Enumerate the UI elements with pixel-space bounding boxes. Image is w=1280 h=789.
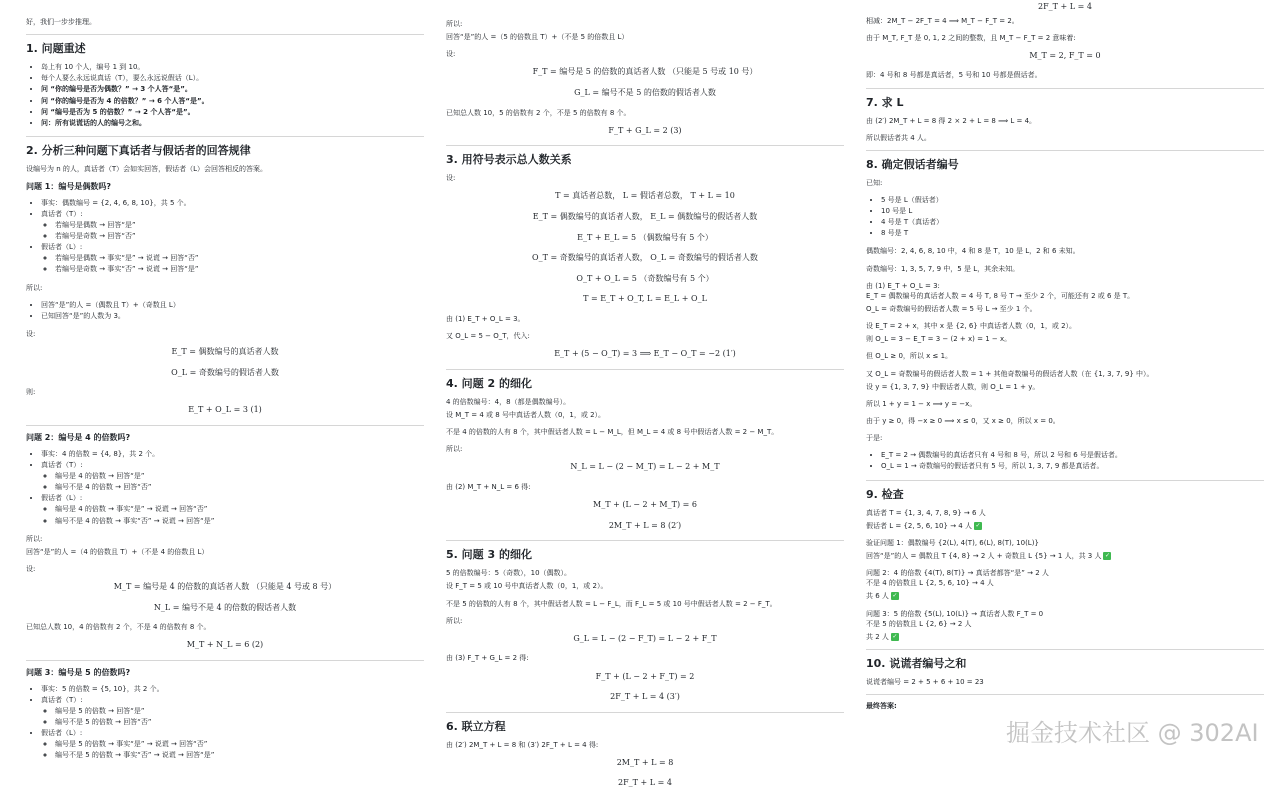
column-3: [866, 0, 1264, 768]
paragraph: 不是 5 的倍数且 L {2, 6} → 2 人: [866, 619, 972, 628]
section-5-title: 5. 问题 3 的细化: [446, 548, 532, 562]
list-label: 真话者（T）:: [41, 209, 83, 218]
equation: O_T = 奇数编号的真话者人数， O_L = 奇数编号的假话者人数: [532, 253, 758, 263]
list-item: ◦ 编号是 5 的倍数 → 事实“是” → 说谎 → 回答“否”: [55, 739, 424, 749]
paragraph: 说谎者编号 = 2 + 5 + 6 + 10 = 23: [866, 677, 984, 686]
divider: [866, 88, 1264, 89]
paragraph: 又 O_L = 5 − O_T，代入:: [446, 332, 530, 341]
watermark: 掘金技术社区 @ 302AI: [1006, 719, 1259, 747]
paragraph: 已知总人数 10，5 的倍数有 2 个，不是 5 的倍数有 8 个。: [446, 108, 631, 117]
list-item: • 每个人要么永远说真话（T），要么永远说假话（L）。: [41, 73, 424, 83]
list-item: ◦ 编号是 4 的倍数 → 回答“是”: [55, 471, 424, 481]
list-label: 真话者（T）:: [41, 695, 83, 704]
divider: [866, 694, 1264, 695]
problem-list: [26, 62, 424, 128]
list-item: • 5 号是 L（假话者）: [881, 195, 1264, 205]
list-item: ◦ 若编号是奇数 → 回答“否”: [55, 231, 424, 241]
paragraph: 由于 M_T, F_T 是 0, 1, 2 之间的整数，且 M_T − F_T = 2 意味着:: [866, 33, 1076, 42]
list-item: ◦ 编号不是 5 的倍数 → 回答“否”: [55, 717, 424, 727]
equation: 2M_T + L = 8 (2′): [608, 520, 682, 530]
paragraph: 所以:: [446, 616, 463, 625]
paragraph: 所以假话者共 4 人。: [866, 133, 931, 142]
equation: N_L = 编号不是 4 的倍数的假话者人数: [153, 602, 297, 612]
equation: 2M_T + L = 8: [616, 757, 674, 767]
paragraph: [866, 551, 1264, 561]
section-3-title: 3. 用符号表示总人数关系: [446, 153, 572, 167]
paragraph: 由 (1) E_T + O_L = 3。: [446, 314, 525, 323]
list-item: • O_L = 1 → 奇数编号的假话者只有 5 号，所以 1, 3, 7, 9 都是真话者。: [881, 461, 1264, 471]
equation: E_T + O_L = 3 (1): [188, 405, 262, 415]
list-item: • 事实：5 的倍数 = {5, 10}，共 2 个。: [41, 684, 424, 694]
paragraph: 问题 2：4 的倍数 {4(T), 8(T)} → 真话者都答“是” → 2 人: [866, 569, 1049, 578]
paragraph: 所以:: [26, 534, 43, 543]
list-item: [41, 493, 424, 525]
check-text: 共 6 人: [866, 592, 889, 601]
equation: O_T + O_L = 5 （奇数编号有 5 个）: [576, 273, 714, 283]
question-1-title: 问题 1：编号是偶数吗?: [26, 182, 111, 191]
question-3-title: 问题 3：编号是 5 的倍数吗?: [26, 667, 131, 677]
list-item: • 问 “编号是否为 5 的倍数？” → 2 个人答“是”。: [41, 107, 424, 117]
list-item: • 事实：偶数编号 = {2, 4, 6, 8, 10}，共 5 个。: [41, 198, 424, 208]
list-label: 假话者（L）:: [41, 243, 83, 252]
paragraph: 已知总人数 10，4 的倍数有 2 个，不是 4 的倍数有 8 个。: [26, 623, 211, 632]
equation: N_L = L − (2 − M_T) = L − 2 + M_T: [570, 462, 720, 472]
section-2-title: 2. 分析三种问题下真话者与假话者的回答规律: [26, 143, 251, 157]
q2-list: [26, 449, 424, 526]
paragraph: 4 的倍数编号：4，8（都是偶数编号）。: [446, 397, 571, 406]
list-item: ◦ 编号不是 5 的倍数 → 事实“否” → 说谎 → 回答“是”: [55, 750, 424, 760]
list-item: • E_T = 2 → 偶数编号的真话者只有 4 号和 8 号，所以 2 号和 6 号是假话者。: [881, 450, 1264, 460]
paragraph: 偶数编号：2, 4, 6, 8, 10 中，4 和 8 是 T，10 是 L，2 和 6 未知。: [866, 247, 1080, 256]
equation: G_L = 编号不是 5 的倍数的假话者人数: [574, 88, 716, 98]
paragraph: 不是 4 的倍数且 L {2, 5, 6, 10} → 4 人: [866, 579, 994, 588]
equation: 2F_T + L = 4: [1038, 2, 1092, 11]
intro-text: 好，我们一步步推理。: [26, 18, 96, 26]
paragraph: 设:: [446, 174, 456, 183]
paragraph: O_L = 奇数编号的假话者人数 = 5 号 L → 至少 1 个。: [866, 305, 1037, 314]
list-item: ◦ 编号是 5 的倍数 → 回答“是”: [55, 706, 424, 716]
equation: M_T + (L − 2 + M_T) = 6: [593, 500, 697, 510]
paragraph: 5 的倍数编号：5（奇数），10（偶数）。: [446, 569, 572, 578]
q1-list: [26, 198, 424, 275]
column-2: [446, 0, 844, 788]
paragraph: [866, 632, 1264, 642]
list-item: • 岛上有 10 个人，编号 1 到 10。: [41, 62, 424, 72]
list-item: ◦ 编号是 4 的倍数 → 事实“是” → 说谎 → 回答“否”: [55, 504, 424, 514]
paragraph: 由于 y ≥ 0，得 −x ≥ 0 ⟹ x ≤ 0，又 x ≥ 0，所以 x = 0。: [866, 417, 1060, 426]
section-8-title: 8. 确定假话者编号: [866, 157, 959, 171]
paragraph: 设:: [26, 564, 36, 573]
list-label: 假话者（L）:: [41, 729, 83, 738]
paragraph: 回答“是”的人 =（4 的倍数且 T）+（不是 4 的倍数且 L）: [26, 547, 209, 556]
list-label: 真话者（T）:: [41, 460, 83, 469]
equation: F_T + (L − 2 + F_T) = 2: [595, 671, 695, 681]
list-item: • 10 号是 L: [881, 206, 1264, 216]
paragraph: 所以:: [446, 445, 463, 454]
section-1-title: 1. 问题重述: [26, 42, 86, 56]
list-item: [41, 695, 424, 727]
list-item: [41, 242, 424, 274]
equation: G_L = L − (2 − F_T) = L − 2 + F_T: [573, 633, 717, 643]
divider: [446, 145, 844, 146]
equation: E_T = 偶数编号的真话者人数: [171, 347, 279, 357]
section-6-title: 6. 联立方程: [446, 719, 506, 733]
divider: [866, 649, 1264, 650]
list-item: ◦ 若编号是偶数 → 事实“是” → 说谎 → 回答“否”: [55, 253, 424, 263]
equation: F_T + G_L = 2 (3): [608, 125, 682, 135]
list-item: • 回答“是”的人 =（偶数且 T）+（奇数且 L）: [41, 300, 424, 310]
check-icon: ✓: [892, 632, 898, 640]
equation: T = 真话者总数， L = 假话者总数， T + L = 10: [555, 191, 735, 201]
check-text: 共 2 人: [866, 632, 889, 641]
paragraph: 由 (2) M_T + N_L = 6 得:: [446, 482, 531, 491]
column-1: [26, 0, 424, 768]
equation: F_T = 编号是 5 的倍数的真话者人数 （只能是 5 号或 10 号）: [532, 67, 758, 77]
paragraph: 真话者 T = {1, 3, 4, 7, 8, 9} → 6 人: [866, 508, 986, 517]
divider: [26, 34, 424, 35]
paragraph: 所以:: [446, 20, 463, 28]
paragraph: 由 (2′) 2M_T + L = 8 得 2 × 2 + L = 8 ⟹ L = 4。: [866, 116, 1037, 125]
equation: E_T + E_L = 5 （偶数编号有 5 个）: [577, 232, 713, 242]
equation: M_T = 编号是 4 的倍数的真话者人数 （只能是 4 号或 8 号）: [113, 582, 337, 592]
q3-list: [26, 684, 424, 761]
divider: [446, 369, 844, 370]
paragraph: 设:: [26, 330, 36, 338]
paragraph: 不是 5 的倍数的人有 8 个，其中假话者人数 = L − F_L，而 F_L = 5 或 10 号中假话者人数 = 2 − F_T。: [446, 599, 777, 608]
list-item: [41, 209, 424, 241]
conclusion-list: [866, 450, 1264, 471]
paragraph: 又 O_L = 奇数编号的假话者人数 = 1 + 其他奇数编号的假话者人数（在 {1, 3, 7, 9} 中）。: [866, 369, 1154, 378]
list-item: • 问：所有说谎话的人的编号之和。: [41, 118, 424, 128]
paragraph: 设编号为 n 的人，真话者（T）会如实回答，假话者（L）会回答相反的答案。: [26, 164, 268, 173]
list-item: • 问 “你的编号是否为偶数？” → 3 个人答“是”。: [41, 84, 424, 94]
check-icon: ✓: [892, 592, 898, 600]
paragraph: [866, 521, 1264, 531]
paragraph: 由 (1) E_T + O_L = 3:: [866, 281, 940, 290]
list-item: • 4 号是 T（真话者）: [881, 217, 1264, 227]
paragraph: 回答“是”的人 =（5 的倍数且 T）+（不是 5 的倍数且 L）: [446, 33, 629, 42]
paragraph: 设:: [446, 50, 456, 59]
section-4-title: 4. 问题 2 的细化: [446, 376, 532, 390]
paragraph: 设 y = {1, 3, 7, 9} 中假话者人数，则 O_L = 1 + y。: [866, 382, 1040, 391]
check-text: 假话者 L = {2, 5, 6, 10} → 4 人: [866, 521, 972, 530]
paragraph: 设 M_T = 4 或 8 号中真话者人数（0，1，或 2）。: [446, 410, 606, 419]
paragraph: 由 (3) F_T + G_L = 2 得:: [446, 654, 529, 663]
divider: [26, 136, 424, 137]
equation: E_T = 偶数编号的真话者人数， E_L = 偶数编号的假话者人数: [532, 212, 758, 222]
paragraph: E_T = 偶数编号的真话者人数 = 4 号 T, 8 号 T → 至少 2 个，可能还有 2 或 6 是 T。: [866, 291, 1135, 300]
list-item: • 已知回答“是”的人数为 3。: [41, 311, 424, 321]
list-item: ◦ 编号不是 4 的倍数 → 事实“否” → 说谎 → 回答“是”: [55, 516, 424, 526]
divider: [446, 712, 844, 713]
divider: [446, 540, 844, 541]
equation: T = E_T + O_T, L = E_L + O_L: [583, 294, 707, 304]
divider: [866, 150, 1264, 151]
paragraph: 验证问题 1：偶数编号 {2(L), 4(T), 6(L), 8(T), 10(L)}: [866, 538, 1039, 547]
paragraph: 问题 3：5 的倍数 {5(L), 10(L)} → 真话者人数 F_T = 0: [866, 609, 1044, 618]
q1-so-list: [26, 300, 424, 321]
divider: [866, 480, 1264, 481]
list-item: ◦ 编号不是 4 的倍数 → 回答“否”: [55, 482, 424, 492]
list-item: ◦ 若编号是偶数 → 回答“是”: [55, 220, 424, 230]
paragraph: 设 E_T = 2 + x，其中 x 是 {2, 6} 中真话者人数（0，1，或 2）。: [866, 322, 1077, 331]
equation: O_L = 奇数编号的假话者人数: [171, 367, 279, 377]
paragraph: 已知:: [866, 178, 883, 187]
list-label: 假话者（L）:: [41, 494, 83, 503]
section-10-title: 10. 说谎者编号之和: [866, 656, 967, 670]
equation: 2F_T + L = 4: [618, 778, 672, 788]
paragraph: 不是 4 的倍数的人有 8 个，其中假话者人数 = L − M_L，但 M_L = 4 或 8 号中假话者人数 = 2 − M_T。: [446, 428, 779, 437]
check-text: 回答“是”的人 = 偶数且 T {4, 8} → 2 人 + 奇数且 L {5} → 1 人，共 3 人: [866, 551, 1102, 560]
paragraph: 所以:: [26, 283, 43, 292]
paragraph: 于是:: [866, 434, 883, 443]
check-icon: ✓: [1104, 551, 1110, 559]
paragraph: 所以 1 + y = 1 − x ⟹ y = −x。: [866, 399, 977, 408]
final-answer-label: 最终答案:: [866, 702, 897, 710]
section-7-title: 7. 求 L: [866, 95, 904, 109]
equation: M_T + N_L = 6 (2): [186, 640, 264, 650]
list-item: • 事实：4 的倍数 = {4, 8}，共 2 个。: [41, 449, 424, 459]
divider: [26, 425, 424, 426]
divider: [26, 660, 424, 661]
paragraph: 相减：2M_T − 2F_T = 4 ⟹ M_T − F_T = 2。: [866, 16, 1019, 25]
equation: M_T = 2, F_T = 0: [1029, 50, 1101, 60]
question-2-title: 问题 2：编号是 4 的倍数吗?: [26, 433, 131, 443]
list-item: ◦ 若编号是奇数 → 事实“否” → 说谎 → 回答“是”: [55, 264, 424, 274]
paragraph: 奇数编号：1, 3, 5, 7, 9 中，5 是 L，其余未知。: [866, 264, 1020, 273]
paragraph: 则 O_L = 3 − E_T = 3 − (2 + x) = 1 − x。: [866, 335, 1012, 344]
paragraph: 则:: [26, 388, 36, 397]
list-item: [41, 460, 424, 492]
equation: 2F_T + L = 4 (3′): [610, 692, 680, 702]
list-item: [41, 728, 424, 760]
list-item: • 问 “你的编号是否为 4 的倍数？” → 6 个人答“是”。: [41, 96, 424, 106]
paragraph: 即：4 号和 8 号都是真话者，5 号和 10 号都是假话者。: [866, 71, 1042, 80]
paragraph: 设 F_T = 5 或 10 号中真话者人数（0，1，或 2）。: [446, 582, 608, 591]
section-9-title: 9. 检查: [866, 487, 904, 501]
known-list: [866, 195, 1264, 239]
list-item: • 8 号是 T: [881, 228, 1264, 238]
paragraph: [866, 591, 1264, 601]
paragraph: 但 O_L ≥ 0，所以 x ≤ 1。: [866, 352, 953, 361]
equation: E_T + (5 − O_T) = 3 ⟹ E_T − O_T = −2 (1′): [554, 349, 736, 359]
paragraph: 由 (2′) 2M_T + L = 8 和 (3′) 2F_T + L = 4 得:: [446, 740, 599, 749]
check-icon: ✓: [975, 521, 981, 529]
